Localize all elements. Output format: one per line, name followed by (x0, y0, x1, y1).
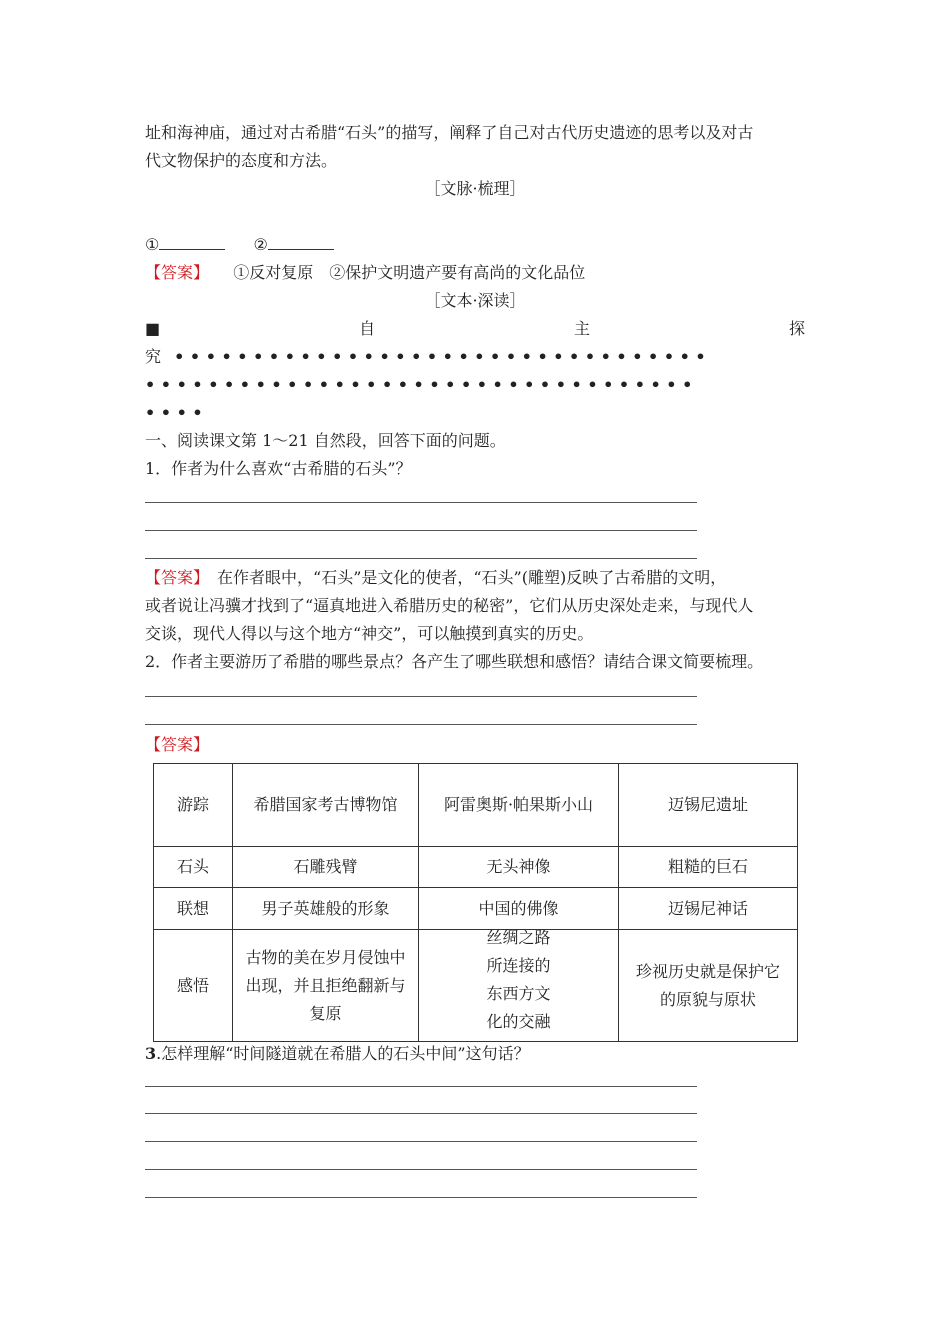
table-cell: 游踪 (154, 764, 233, 847)
answer-label: 【答案】 (145, 735, 210, 754)
table-cell (233, 930, 419, 1042)
table-cell: 无头神像 (419, 847, 619, 888)
answer-rule[interactable] (145, 558, 697, 559)
answer-rule[interactable] (145, 1197, 697, 1198)
blank-2-line[interactable] (268, 233, 334, 250)
answer-wenmai (145, 261, 585, 285)
answer-rule[interactable] (145, 1141, 697, 1142)
question-1: 1．作者为什么喜欢“古希腊的石头”？ (145, 459, 412, 478)
table-cell (419, 930, 619, 1042)
question-3-text: .怎样理解“时间隧道就在希腊人的石头中间”这句话？ (156, 1044, 530, 1063)
question-3-number: 3 (145, 1044, 157, 1063)
table-row-stone (154, 847, 798, 888)
answer-rule[interactable] (145, 696, 697, 697)
zizhu-heading (145, 317, 805, 341)
blank-1-label: ① (145, 235, 160, 254)
cell-line: 东西方文 (486, 984, 551, 1003)
cell-line: 古物的美在岁月侵蚀中 (245, 947, 406, 967)
section-heading-wenben: ［文本·深读］ (424, 291, 526, 310)
table-cell: 石雕残臂 (233, 847, 419, 888)
table-cell: 阿雷奥斯·帕果斯小山 (419, 764, 619, 847)
dots-row-3: • • • • (145, 403, 203, 422)
answer-q2-label (145, 733, 209, 757)
table-cell: 感悟 (154, 930, 233, 1042)
answer-table (153, 763, 798, 1042)
table-cell: 希腊国家考古博物馆 (233, 764, 419, 847)
cell-line: 丝绸之路 (486, 928, 551, 947)
answer-rule[interactable] (145, 502, 697, 503)
part-1-heading: 一、阅读课文第 1～21 自然段，回答下面的问题。 (145, 431, 506, 450)
fill-blanks (145, 233, 334, 257)
dots-row-1: • • • • • • • • • • • • • • • • • • • • • • • • • • • • • • • • • • (174, 347, 706, 366)
table-cell (619, 930, 798, 1042)
blank-1-line[interactable] (159, 233, 225, 250)
intro-line-1: 址和海神庙，通过对古希腊“石头”的描写，阐释了自己对古代历史遗迹的思考以及对古 (145, 123, 754, 142)
table-cell: 中国的佛像 (419, 888, 619, 930)
answer-rule[interactable] (145, 724, 697, 725)
table-cell: 联想 (154, 888, 233, 930)
answer-q1-text-1: 在作者眼中，“石头”是文化的使者，“石头”(雕塑)反映了古希腊的文明， (201, 568, 727, 587)
table-row-header (154, 764, 798, 847)
answer-rule[interactable] (145, 530, 697, 531)
zizhu-char-2: 主 (574, 319, 591, 338)
answer-wenmai-text: ①反对复原 ②保护文明遗产要有高尚的文化品位 (233, 263, 586, 282)
answer-q1-line-1 (145, 566, 726, 590)
answer-rule[interactable] (145, 1086, 697, 1087)
answer-label: 【答案】 (145, 263, 210, 282)
question-3 (145, 1042, 530, 1066)
square-icon: ■ (145, 319, 161, 338)
zizhu-char-1: 自 (359, 319, 376, 338)
cell-line: 复原 (309, 1003, 342, 1023)
answer-rule[interactable] (145, 1169, 697, 1170)
cell-line: 出现，并且拒绝翻新与 (245, 975, 406, 995)
cell-line: 珍视历史就是保护它 (635, 961, 780, 981)
cell-line: 的原貌与原状 (659, 989, 756, 1009)
zizhu-char-4: 究 (145, 347, 162, 366)
table-cell: 迈锡尼遗址 (619, 764, 798, 847)
table-cell: 男子英雄般的形象 (233, 888, 419, 930)
section-heading-wenmai: ［文脉·梳理］ (424, 179, 526, 198)
question-2: 2．作者主要游历了希腊的哪些景点？各产生了哪些联想和感悟？请结合课文简要梳理。 (145, 652, 764, 671)
answer-q1-line-3: 交谈，现代人得以与这个地方“神交”，可以触摸到真实的历史。 (145, 624, 594, 643)
dots-row-2: • • • • • • • • • • • • • • • • • • • • • • • • • • • • • • • • • • • (145, 375, 693, 394)
table-cell: 粗糙的巨石 (619, 847, 798, 888)
cell-line: 化的交融 (486, 1012, 551, 1031)
answer-rule[interactable] (145, 1113, 697, 1114)
answer-label: 【答案】 (145, 568, 202, 587)
table-cell: 石头 (154, 847, 233, 888)
blank-2-label: ② (253, 235, 268, 254)
table-row-insight (154, 930, 798, 1042)
zizhu-line-2 (145, 345, 706, 369)
intro-line-2: 代文物保护的态度和方法。 (145, 151, 338, 170)
zizhu-char-3: 探 (788, 319, 805, 338)
cell-line: 所连接的 (486, 956, 551, 975)
table-cell: 迈锡尼神话 (619, 888, 798, 930)
answer-q1-line-2: 或者说让冯骥才找到了“逼真地进入希腊历史的秘密”，它们从历史深处走来，与现代人 (145, 596, 754, 615)
